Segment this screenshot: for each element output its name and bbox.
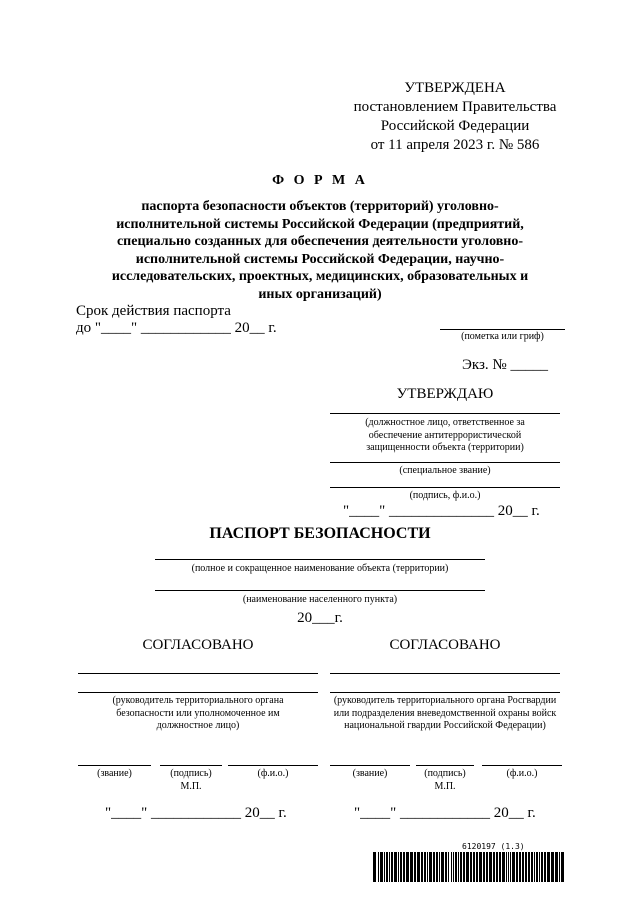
barcode-bar bbox=[541, 852, 543, 882]
barcode-bar bbox=[394, 852, 397, 882]
barcode-bar bbox=[506, 852, 507, 882]
barcode-bar bbox=[441, 852, 444, 882]
agreed-right-caption: (руководитель территориального органа Росгвардии или подразделения вневедомственной охраны войск национальной гвардии Российской Федерации) bbox=[333, 695, 557, 731]
barcode-bar bbox=[451, 852, 452, 882]
agreed-right-date: "____" ____________ 20__ г. bbox=[354, 805, 536, 821]
barcode-bar bbox=[519, 852, 521, 882]
copy-number: Экз. № _____ bbox=[462, 357, 548, 373]
agreed-left-title: СОГЛАСОВАНО bbox=[142, 637, 254, 653]
validity-block bbox=[76, 303, 277, 337]
barcode-bar bbox=[534, 852, 535, 882]
barcode-bar bbox=[559, 852, 560, 882]
agreed-left-fio: (ф.и.о.) bbox=[257, 768, 289, 779]
stamp-caption: (пометка или гриф) bbox=[461, 331, 544, 342]
approval-line-1: постановлением Правительства bbox=[353, 99, 557, 115]
agreed-right-fio-line bbox=[482, 765, 562, 766]
approval-line-2: Российской Федерации bbox=[380, 118, 530, 134]
barcode-bar bbox=[547, 852, 550, 882]
stamp-line bbox=[440, 329, 565, 330]
barcode-bar bbox=[516, 852, 518, 882]
agreed-right-rank-line bbox=[330, 765, 410, 766]
agreed-right-rank: (звание) bbox=[352, 768, 388, 779]
approval-block bbox=[340, 79, 570, 155]
agreed-left-date: "____" ____________ 20__ г. bbox=[105, 805, 287, 821]
barcode-code: 6120197 (1.3) bbox=[462, 842, 525, 851]
agreed-right-mp: М.П. bbox=[434, 781, 456, 792]
barcode-bar bbox=[458, 852, 459, 882]
agreed-left-mp: М.П. bbox=[180, 781, 202, 792]
barcode-bar bbox=[380, 852, 383, 882]
object-line bbox=[155, 559, 485, 560]
barcode-bar bbox=[539, 852, 540, 882]
barcode-bar bbox=[499, 852, 501, 882]
barcode-bar bbox=[502, 852, 505, 882]
agreed-left-sign-line bbox=[160, 765, 222, 766]
barcode-bar bbox=[403, 852, 405, 882]
validity-until: до "____" ____________ 20__ г. bbox=[76, 320, 277, 336]
barcode-bar bbox=[427, 852, 428, 882]
barcode-bar bbox=[463, 852, 465, 882]
barcode-bar bbox=[424, 852, 426, 882]
rank-line bbox=[330, 462, 560, 463]
agreed-left-line-2 bbox=[78, 692, 318, 693]
passport-year: 20___г. bbox=[297, 610, 343, 626]
barcode-bar bbox=[421, 852, 423, 882]
barcode-bar bbox=[531, 852, 533, 882]
agreed-right-sign-line bbox=[416, 765, 474, 766]
agreed-right-line-1 bbox=[330, 673, 560, 674]
barcode-bar bbox=[483, 852, 485, 882]
barcode-bar bbox=[391, 852, 393, 882]
approve-title: УТВЕРЖДАЮ bbox=[396, 386, 494, 402]
approve-date: "____" ______________ 20__ г. bbox=[343, 503, 540, 519]
barcode-bar bbox=[510, 852, 511, 882]
barcode-bar bbox=[561, 852, 564, 882]
agreed-right-sign: (подпись) bbox=[424, 768, 466, 779]
form-description: паспорта безопасности объектов (территорий) уголовно-исполнительной системы Российской Федерации (предприятий, специально созданных для обеспечения деятельности уголовно-исполнительной системы Российской Федерации, научно-исследовательских, проектных, медицинских, образовательных и иных организаций) bbox=[111, 199, 529, 302]
barcode-bar bbox=[479, 852, 482, 882]
barcode-bar bbox=[417, 852, 420, 882]
barcode-bar bbox=[436, 852, 438, 882]
agreed-left-rank: (звание) bbox=[97, 768, 132, 779]
agreed-left-fio-line bbox=[228, 765, 318, 766]
barcode-bar bbox=[460, 852, 462, 882]
barcode-bar bbox=[486, 852, 488, 882]
approval-line-3: от 11 апреля 2023 г. № 586 bbox=[370, 137, 540, 153]
barcode-bar bbox=[522, 852, 524, 882]
rank-caption: (специальное звание) bbox=[399, 465, 491, 476]
barcode-bar bbox=[429, 852, 432, 882]
passport-title: ПАСПОРТ БЕЗОПАСНОСТИ bbox=[209, 525, 431, 542]
barcode-bar bbox=[400, 852, 402, 882]
agreed-right-line-2 bbox=[330, 692, 560, 693]
barcode-bar bbox=[493, 852, 495, 882]
barcode-bar bbox=[384, 852, 385, 882]
barcode-bar bbox=[439, 852, 440, 882]
barcode-bar bbox=[525, 852, 527, 882]
locality-line bbox=[155, 590, 485, 591]
barcode-bar bbox=[496, 852, 498, 882]
barcode-bar bbox=[476, 852, 478, 882]
agreed-right-fio: (ф.и.о.) bbox=[506, 768, 538, 779]
barcode-bar bbox=[528, 852, 530, 882]
barcode-bar bbox=[389, 852, 390, 882]
barcode-bar bbox=[373, 852, 376, 882]
barcode-image bbox=[373, 852, 567, 882]
locality-caption: (наименование населенного пункта) bbox=[242, 594, 398, 605]
barcode-bar bbox=[544, 852, 546, 882]
sign-line bbox=[330, 487, 560, 488]
agreed-left-rank-line bbox=[78, 765, 151, 766]
barcode-bar bbox=[455, 852, 457, 882]
object-caption: (полное и сокращенное наименование объекта (территории) bbox=[191, 563, 449, 574]
agreed-left-sign: (подпись) bbox=[170, 768, 212, 779]
barcode-bar bbox=[398, 852, 399, 882]
barcode-bar bbox=[445, 852, 447, 882]
barcode-bar bbox=[473, 852, 475, 882]
barcode-bar bbox=[470, 852, 472, 882]
barcode-bar bbox=[378, 852, 379, 882]
barcode-bar bbox=[448, 852, 449, 882]
agreed-left-line-1 bbox=[78, 673, 318, 674]
barcode-bar bbox=[555, 852, 558, 882]
barcode-bar bbox=[414, 852, 416, 882]
official-line bbox=[330, 413, 560, 414]
barcode-bar bbox=[453, 852, 454, 882]
agreed-right-title: СОГЛАСОВАНО bbox=[389, 637, 501, 653]
barcode-bar bbox=[466, 852, 469, 882]
barcode-bar bbox=[489, 852, 492, 882]
barcode-bar bbox=[551, 852, 554, 882]
barcode-bar bbox=[410, 852, 413, 882]
barcode-bar bbox=[508, 852, 509, 882]
form-heading: Ф О Р М А bbox=[272, 173, 368, 188]
agreed-left-caption: (руководитель территориального органа безопасности или уполномоченное им должностное лицо) bbox=[112, 695, 284, 731]
official-caption: (должностное лицо, ответственное за обеспечение антитеррористической защищенности объекта (территории) bbox=[365, 417, 525, 453]
barcode-bar bbox=[386, 852, 388, 882]
barcode-bar bbox=[536, 852, 538, 882]
barcode-bar bbox=[406, 852, 409, 882]
validity-label: Срок действия паспорта bbox=[76, 303, 231, 319]
sign-caption: (подпись, ф.и.о.) bbox=[409, 490, 481, 501]
barcode-bar bbox=[433, 852, 435, 882]
barcode-bar bbox=[512, 852, 515, 882]
approval-title: УТВЕРЖДЕНА bbox=[404, 80, 506, 96]
